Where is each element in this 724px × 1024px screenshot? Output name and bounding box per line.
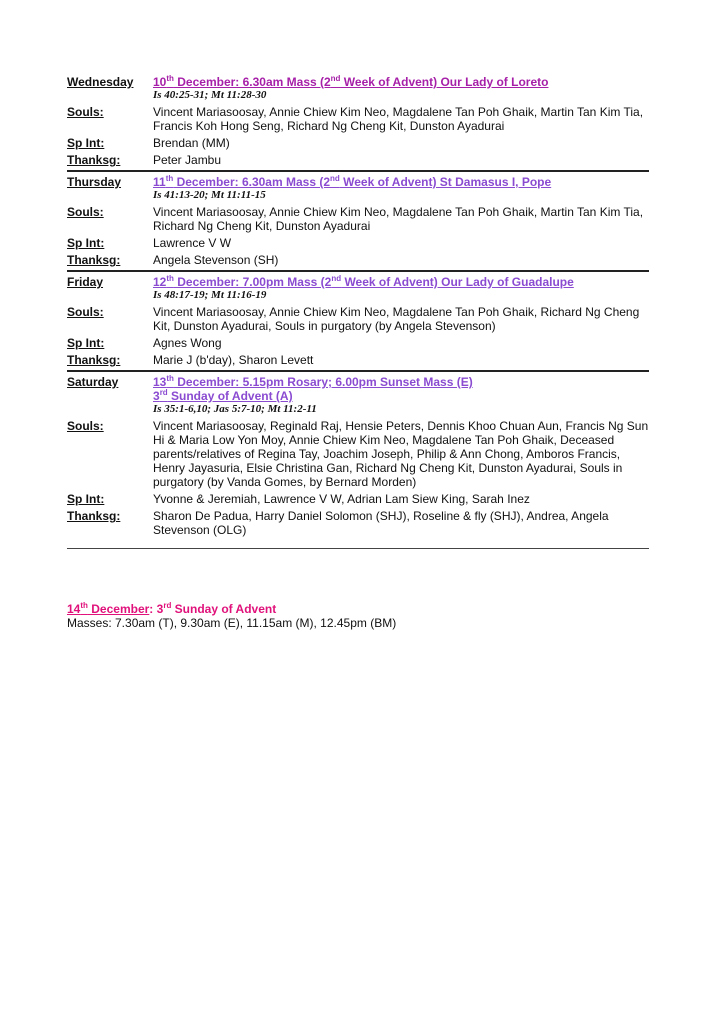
sunday-subheading: 3rd Sunday of Advent (A) [153,388,293,403]
thanksgiving-value: Marie J (b'day), Sharon Levett [153,353,314,367]
thanksgiving-label: Thanksg: [67,509,121,523]
day-block-wednesday [67,72,649,170]
day-label: Saturday [67,375,119,389]
day-block-thursday [67,170,649,270]
souls-label: Souls: [67,305,104,319]
mass-heading: 12th December: 7.00pm Mass (2nd Week of Advent) Our Lady of Guadalupe [153,274,574,289]
mass-heading: 10th December: 6.30am Mass (2nd Week of Advent) Our Lady of Loreto [153,74,549,89]
souls-list: Vincent Mariasoosay, Annie Chiew Kim Neo, Magdalene Tan Poh Ghaik, Richard Ng Cheng Kit, Dunston Ayadurai, Souls in purgatory (by Angela Stevenson) [153,305,640,333]
thanksgiving-value: Sharon De Padua, Harry Daniel Solomon (SHJ), Roseline & fly (SHJ), Andrea, Angela Stevenson (OLG) [153,509,609,537]
souls-list: Vincent Mariasoosay, Annie Chiew Kim Neo, Magdalene Tan Poh Ghaik, Martin Tan Kim Tia, Richard Ng Cheng Kit, Dunston Ayadurai [153,205,644,233]
sp-int-value: Agnes Wong [153,336,222,350]
thanksgiving-label: Thanksg: [67,253,121,267]
souls-label: Souls: [67,205,104,219]
day-block-friday [67,270,649,370]
souls-list: Vincent Mariasoosay, Reginald Raj, Hensie Peters, Dennis Khoo Chuan Aun, Francis Ng Sun Hi & Maria Low Yon Moy, Annie Chiew Kim Neo, Magdalene Tan Poh Ghaik, Deceased parents/relatives of Regina Tay, Joachim Joseph, Philip & Ann Chong, Amboros Francis, Henry Jayasuria, Elsie Christina Gan, Richard Ng Cheng Kit, Dunston Ayadurai, Souls in purgatory (by Vanda Gomes, by Bernard Morden) [153,419,649,489]
thanksgiving-value: Angela Stevenson (SH) [153,253,279,267]
day-label: Wednesday [67,75,134,89]
sunday-notice [67,602,396,630]
thanksgiving-value: Peter Jambu [153,153,222,167]
souls-label: Souls: [67,105,104,119]
sp-int-label: Sp Int: [67,336,105,350]
day-label: Thursday [67,175,122,189]
sunday-heading: 14th December: 3rd Sunday of Advent [67,601,277,616]
souls-label: Souls: [67,419,104,433]
readings: Is 41:13-20; Mt 11:11-15 [153,189,266,201]
section-divider [67,548,649,549]
thanksgiving-label: Thanksg: [67,353,121,367]
readings: Is 48:17-19; Mt 11:16-19 [153,289,267,301]
sunday-masses: Masses: 7.30am (T), 9.30am (E), 11.15am (M), 12.45pm (BM) [67,616,397,630]
day-block-saturday [67,370,649,540]
mass-heading: 13th December: 5.15pm Rosary; 6.00pm Sunset Mass (E) [153,374,473,389]
readings: Is 40:25-31; Mt 11:28-30 [153,89,267,101]
readings: Is 35:1-6,10; Jas 5:7-10; Mt 11:2-11 [153,403,317,415]
sp-int-label: Sp Int: [67,492,105,506]
mass-heading: 11th December: 6.30am Mass (2nd Week of Advent) St Damasus I, Pope [153,174,552,189]
sp-int-label: Sp Int: [67,136,105,150]
sp-int-value: Lawrence V W [153,236,232,250]
sp-int-value: Brendan (MM) [153,136,230,150]
weekly-intentions [67,72,649,549]
thanksgiving-label: Thanksg: [67,153,121,167]
sp-int-label: Sp Int: [67,236,105,250]
day-label: Friday [67,275,104,289]
souls-list: Vincent Mariasoosay, Annie Chiew Kim Neo, Magdalene Tan Poh Ghaik, Martin Tan Kim Tia, Francis Koh Hong Seng, Richard Ng Cheng Kit, Dunston Ayadurai [153,105,644,133]
sp-int-value: Yvonne & Jeremiah, Lawrence V W, Adrian Lam Siew King, Sarah Inez [153,492,530,506]
